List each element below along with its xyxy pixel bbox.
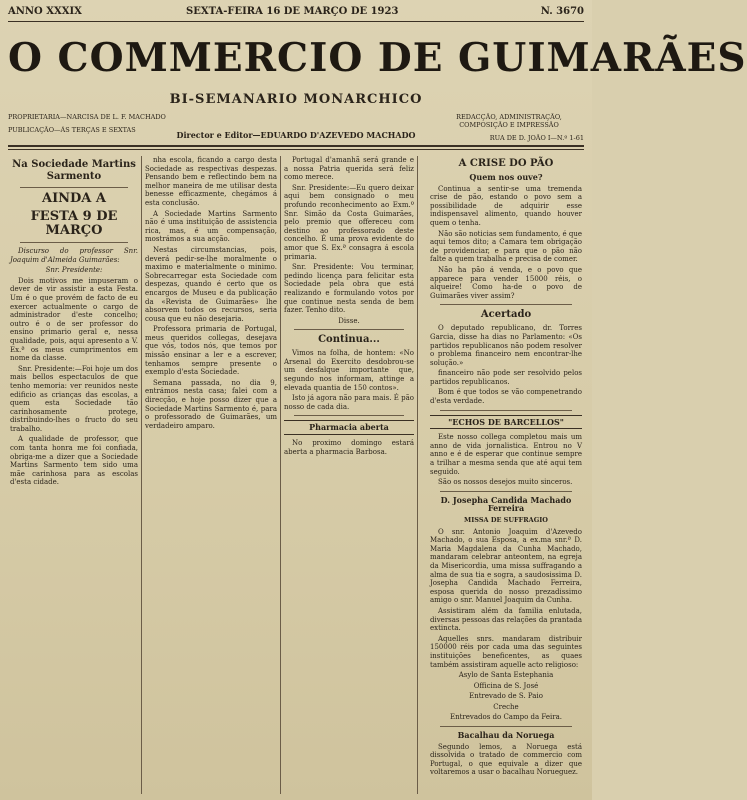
closing-text: Disse. (338, 316, 360, 325)
divider (294, 415, 404, 416)
column-4-content (430, 156, 582, 794)
divider (294, 329, 404, 330)
owner-line: PROPRIETARIA—NARCISA DE L. F. MACHADO (8, 113, 166, 121)
paragraph: Professora primaria de Portugal, meus queridos collegas, desejava que vós, todos nós, que temos por missão ensinar a ler e a escrever, tenhamos sempre presente o exemplo d'esta Sociedade. (145, 325, 277, 377)
paragraph: Portugal d'amanhã será grande e a nossa Patria querida será feliz como merece. (284, 156, 414, 182)
masthead-subtitle: BI-SEMANARIO MONARCHICO (169, 92, 423, 107)
crisis-headline: A CRISE DO PÃO (458, 158, 554, 169)
bacalhau-headline: Bacalhau da Noruega (457, 730, 555, 741)
paragraph: O snr. Antonio Joaquim d'Azevedo Machado, o sua Esposa, a ex.ma snr.ª D. Maria Magdalena da Cunha Machado, mandaram celebrar anteontem, na egreja da Misericordia, uma missa suffragando a alma de sua tia e sogra, a saudosissima D. Josepha Candida Machado Ferreira, esposa querida do nosso prezadissimo amigo o snr. Manuel Joaquim da Cunha. (430, 527, 582, 605)
divider (440, 410, 572, 411)
list-item: Asylo de Santa Estephania (458, 671, 554, 680)
obituary-subheadline: MISSA DE SUFFRAGIO (464, 516, 548, 524)
divider (440, 491, 572, 492)
masthead-rule-thin (8, 149, 584, 150)
column-1 (10, 156, 138, 794)
continua-headline: Continua... (318, 334, 380, 346)
paragraph: Não são noticias sem fundamento, é que aqui temos dito; a Camara tem obrigação de providenciar, e para que o pão não falte a quem trabalha e precisa de comer. (430, 229, 582, 264)
paragraph: Snr. Presidente:—Eu quero deixar aqui bem consignado o meu profundo reconhecimento ao Exm.º Snr. Simão da Costa Guimarães, pelo premio que offereceu com destino ao professorado deste concelho. É uma prova evidente do amor que S. Ex.ª consagra á escola primaria. (284, 183, 414, 261)
paragraph: Snr. Presidente: Vou terminar, pedindo licença para felicitar esta Sociedade pela obra que está realizando e formulando votos por que continue nesta senda de bem fazer. Tenho dito. (284, 263, 414, 315)
paragraph: Semana passada, no dia 9, entrámos nesta casa; falei com a direcção, e hoje posso dizer que a Sociedade Martins Sarmento é, para o professorado de Guimarães, um verdadeiro amparo. (145, 378, 277, 430)
paragraph: Este nosso collega completou mais um anno de vida jornalistica. Entrou no V anno e é de esperar que continue sempre a trilhar a mesma senda que até aqui tem seguido. (430, 433, 582, 476)
column-rule (141, 156, 142, 794)
paragraph: nha escola, ficando a cargo desta Sociedade as respectivas despezas. Pensando bem e reflectindo bem na melhor maneira de me utilisar desta benesse efficazmente, chegámos á esta conclusão. (145, 156, 277, 207)
issue-year: ANNO XXXIX (8, 6, 82, 17)
issue-number: N. 3670 (540, 6, 584, 17)
paragraph: O deputado republicano, dr. Torres Garcia, disse ha dias no Parlamento: «Os partidos republicanos não podem resolver o problema financeiro nem encontrar-lhe solução.» (430, 324, 582, 367)
list-item: Entrevados do Campo da Feira. (449, 713, 563, 722)
paragraph: Snr. Presidente:—Foi hoje um dos mais bellos espectaculos de que tenho memoria: ver reunidos neste edificio as crianças das escolas, a quem esta Sociedade tão carinhosamente protege, distribuindo-lhes o fructo do seu trabalho. (10, 364, 138, 433)
masthead-rule (8, 145, 584, 147)
issue-date: SEXTA-FEIRA 16 DE MARÇO DE 1923 (186, 6, 399, 17)
address-line: RUA DE D. JOÃO I—N.º 1-61 (489, 134, 584, 142)
list-item: Officina de S. José (473, 681, 539, 690)
divider (440, 726, 572, 727)
paragraph: Isto já agora não para mais. É pão nosso de cada dia. (284, 394, 414, 411)
list-item: Creche (493, 702, 519, 711)
paragraph: A Sociedade Martins Sarmento não é uma instituição de assistencia rica, mas, é um compensação, mostrámos a sua acção. (145, 209, 277, 244)
paragraph: Não ha pão á venda, e o povo que apparece para vender 15000 réis, o alqueire! Como ha-de o povo de Guimarães viver assim? (430, 265, 582, 300)
publication-line: PUBLICAÇÃO—ÁS TERÇAS E SEXTAS (8, 126, 136, 134)
paragraph: São os nossos desejos muito sinceros. (438, 478, 573, 487)
obituary-headline: D. Josepha Candida Machado Ferreira (440, 494, 572, 514)
paragraph: No proximo domingo estará aberta a pharmacia Barbosa. (284, 439, 414, 456)
top-meta-bar (8, 6, 584, 22)
column-2 (145, 156, 277, 794)
column-rule (417, 156, 418, 794)
echos-headline: "ECHOS DE BARCELLOS" (430, 415, 582, 430)
paragraph: Assistiram além da familia enlutada, diversas pessoas das relações da prantada extincta. (430, 606, 582, 633)
paragraph: Nestas circumstancias, pois, deverá pedir-se-lhe moralmente o maximo e materialmente o minimo. Sobrecarregar esta Sociedade com despezas, quando é certo que os encargos de Museu e da publicação da «Revista de Guimarães» lhe absorvem todos os recursos, seria cousa que eu não desejaria. (145, 245, 277, 323)
section-title: Na Sociedade Martins Sarmento (12, 159, 136, 182)
column-3 (284, 156, 414, 794)
paragraph: Continua a sentir-se uma tremenda crise de pão, estando o povo sem a possibilidade de adquirir esse indispensavel alimento, quando houver quem o tenha. (430, 184, 582, 227)
director-line: Director e Editor—EDUARDO D'AZEVEDO MACHADO (176, 130, 416, 140)
crisis-subheadline: Quem nos ouve? (469, 172, 543, 182)
list-item: Entrevado de S. Paio (469, 692, 543, 701)
masthead-title: O COMMERCIO DE GUIMARÃES (8, 35, 747, 81)
divider (20, 187, 128, 188)
article-headline-line1: AINDA A (41, 191, 107, 206)
acertado-headline: Acertado (480, 309, 532, 321)
office-line: REDACÇÃO, ADMINISTRAÇÃO, COMPOSIÇÃO E IMPRESSÃO (456, 113, 562, 129)
paragraph: Bom é que todos se vão compenetrando d'esta verdade. (430, 388, 582, 406)
divider (20, 242, 128, 243)
article-headline-line2: FESTA 9 DE MARÇO (30, 209, 118, 238)
pharmacy-headline: Pharmacia aberta (284, 420, 414, 435)
article-intro: Discurso do professor Snr. Joaquim d'Almeida Guimarães: (10, 247, 138, 264)
paragraph: Vimos na folha, de hontem: «No Arsenal do Exercito desdobrou-se um desfalque importante que, segundo nos informam, attinge a elevada quantia de 150 contos». (284, 349, 414, 392)
paragraph: Segundo lemos, a Noruega está dissolvida o tratado de commercio com Portugal, o que equivale a dizer que voltaremos a usar o bacalhau Norueguez. (430, 742, 582, 777)
column-rule (280, 156, 281, 794)
salutation: Snr. Presidente: (45, 266, 103, 275)
paragraph: financeiro não pode ser resolvido pelos partidos republicanos. (430, 369, 582, 386)
divider (440, 304, 572, 305)
paragraph: Dois motivos me impuseram o dever de vir assistir a esta Festa. Um é o que provém de facto de eu exercer actualmente o cargo de administrador d'este concelho; outro é o de ser professor do ensino primario geral e, nessa qualidade, pois, aqui apresento a V. Ex.ª os meus cumprimentos em nome da classe. (10, 276, 138, 363)
paragraph: Aquelles snrs. mandaram distribuir 150000 réis por cada uma das seguintes instituições beneficentes, as quaes também assistiram aquelle acto religioso: (430, 634, 582, 669)
paragraph: A qualidade de professor, que com tanta honra me foi confiada, obriga-me a dizer que a Sociedade Martins Sarmento tem sido uma mãe carinhosa para as escolas d'esta cidade. (10, 435, 138, 487)
